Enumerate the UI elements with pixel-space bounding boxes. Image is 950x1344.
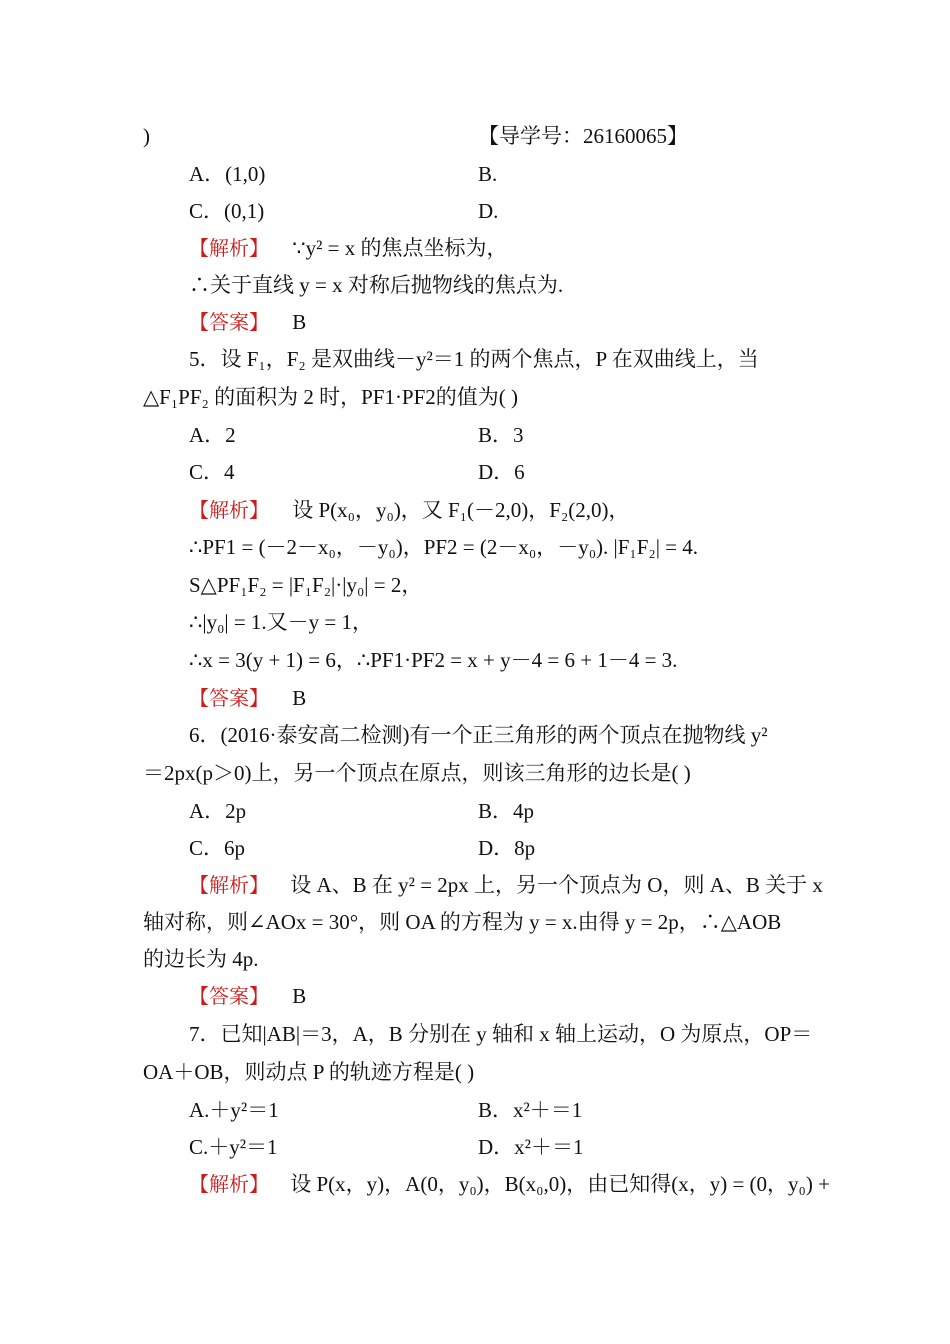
q6-option-a: A．2p [189,799,247,823]
q5-option-c: C．4 [189,460,235,484]
q6-answer-value: B [292,984,307,1008]
q4-answer-label: 【答案】 [189,310,269,334]
q7-option-a: A.＋y²＝1 [189,1098,279,1122]
q4-jiexi-text-1: ∵y² = x 的焦点坐标为， [292,236,508,260]
q4-option-b: B. [478,162,498,186]
q4-solution-line-1 [189,234,508,262]
q6-answer-line [189,982,306,1010]
q7-jiexi-text-1: 设 P(x，y)，A(0，y₀)，B(x₀,0)，由已知得(x，y) = (0，y₀) + [290,1172,830,1196]
q5-jiexi-text-4: ∴|y₀| = 1.又－y = 1， [189,610,374,634]
q5-jiexi-label: 【解析】 [189,498,269,522]
q6-solution-line-1 [189,871,823,899]
q5-stem-line-1: 5．设 F₁，F₂ 是双曲线－y²＝1 的两个焦点，P 在双曲线上，当 [189,347,759,371]
guide-number: 【导学号：26160065】 [478,124,688,148]
q4-answer-value: B [292,310,307,334]
q7-option-b: B．x²＋＝1 [478,1098,583,1122]
q6-answer-label: 【答案】 [189,984,269,1008]
q6-option-d: D．8p [478,836,536,860]
q6-jiexi-text-1: 设 A、B 在 y² = 2px 上，另一个顶点为 O，则 A、B 关于 x [290,873,823,897]
q7-option-d: D．x²＋＝1 [478,1135,584,1159]
q7-solution-line-1 [189,1170,830,1198]
q6-stem-line-1: 6．(2016·泰安高二检测)有一个正三角形的两个顶点在抛物线 y² [189,723,768,747]
q5-option-a: A．2 [189,423,236,447]
q5-jiexi-text-3: S△PF₁F₂ = |F₁F₂|·|y₀| = 2， [189,573,423,597]
q5-answer-label: 【答案】 [189,686,269,710]
q5-jiexi-text-1: 设 P(x₀，y₀)，又 F₁(－2,0)，F₂(2,0)， [292,498,630,522]
q5-stem-line-2: △F₁PF₂ 的面积为 2 时，PF1·PF2的值为( ) [143,385,519,409]
q4-option-c: C．(0,1) [189,199,265,223]
q6-jiexi-text-3: 的边长为 4p. [143,947,259,971]
q5-jiexi-text-5: ∴x = 3(y + 1) = 6，∴PF1·PF2 = x + y－4 = 6 + 1－4 = 3. [189,648,678,672]
q5-jiexi-text-2: ∴PF1 = (－2－x₀，－y₀)，PF2 = (2－x₀，－y₀). |F₁F₂| = 4. [189,535,699,559]
q6-jiexi-label: 【解析】 [189,873,269,897]
q7-stem-line-2: OA＋OB，则动点 P 的轨迹方程是( ) [143,1060,475,1084]
q5-option-b: B．3 [478,423,524,447]
q7-stem-line-1: 7．已知|AB|＝3，A，B 分别在 y 轴和 x 轴上运动，O 为原点，OP＝ [189,1022,813,1046]
q4-answer-line [189,308,306,336]
q4-option-a: A．(1,0) [189,162,266,186]
q4-option-d: D. [478,199,499,223]
q4-jiexi-label: 【解析】 [189,236,269,260]
q5-answer-line [189,684,306,712]
closing-paren: ) [143,124,150,148]
q6-option-b: B．4p [478,799,535,823]
q7-option-c: C.＋y²＝1 [189,1135,278,1159]
q5-option-d: D．6 [478,460,525,484]
q4-jiexi-text-2: ∴关于直线 y = x 对称后抛物线的焦点为. [189,273,564,297]
q5-solution-line-1 [189,496,630,524]
q6-jiexi-text-2: 轴对称，则∠AOx = 30°，则 OA 的方程为 y = x.由得 y = 2p，∴△AOB [143,910,782,934]
q5-answer-value: B [292,686,307,710]
q6-stem-line-2: ＝2px(p＞0)上，另一个顶点在原点，则该三角形的边长是( ) [143,761,691,785]
q6-option-c: C．6p [189,836,246,860]
q7-jiexi-label: 【解析】 [189,1172,269,1196]
